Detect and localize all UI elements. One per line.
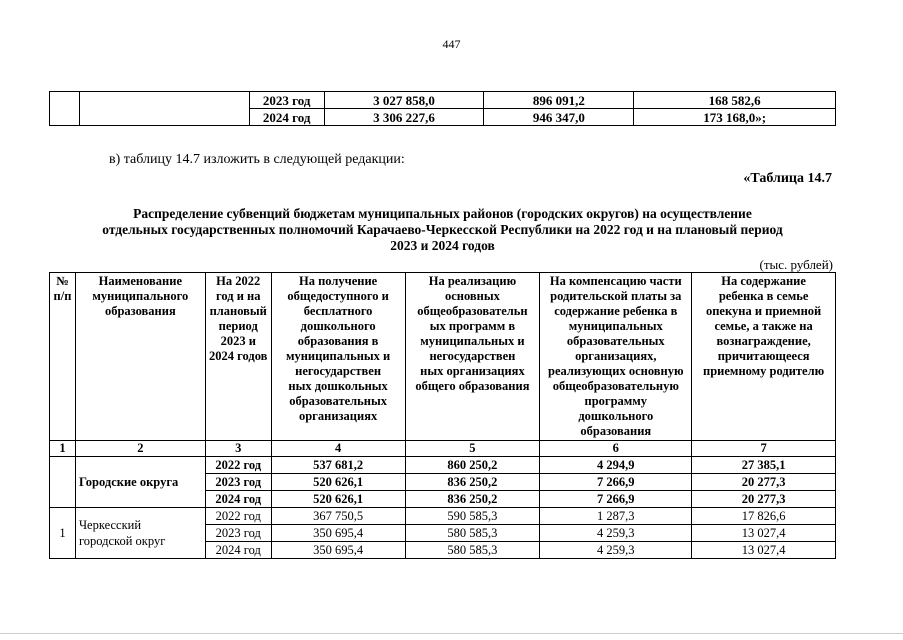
cell-text-line: программу <box>584 394 648 408</box>
cell-text-line: вознаграждение, <box>716 334 811 348</box>
value-cell: 520 626,1 <box>271 474 405 491</box>
cell-text-line: ребенка в семье <box>718 289 809 303</box>
row-number: 1 <box>50 508 76 559</box>
cell-text-line: 2023 и <box>220 334 256 348</box>
empty-cell <box>50 92 80 126</box>
table-row <box>50 92 836 109</box>
value-cell: 20 277,3 <box>692 491 836 508</box>
column-number-row <box>50 441 836 457</box>
cell-text-line: образования <box>104 304 176 318</box>
municipality-name <box>75 508 205 559</box>
header-row <box>50 273 836 441</box>
table-label: «Таблица 14.7 <box>743 171 832 186</box>
value-cell: 4 259,3 <box>540 542 692 559</box>
header-number <box>50 273 76 441</box>
cell-text-line: образования <box>580 424 652 438</box>
header-preschool <box>271 273 405 441</box>
cell-text-line: образования в <box>297 334 379 348</box>
year-cell: 2024 год <box>205 491 271 508</box>
cell-text-line: ых программ в <box>429 319 516 333</box>
column-number: 2 <box>75 441 205 457</box>
value-cell: 1 287,3 <box>540 508 692 525</box>
value-cell: 580 585,3 <box>405 542 540 559</box>
header-name <box>75 273 205 441</box>
value-cell: 13 027,4 <box>692 542 836 559</box>
value-cell: 7 266,9 <box>540 491 692 508</box>
column-number: 4 <box>271 441 405 457</box>
year-cell: 2022 год <box>205 508 271 525</box>
header-compensation <box>540 273 692 441</box>
cell-text-line: общего образования <box>415 379 530 393</box>
caption-line: Распределение субвенций бюджетам муниципальных районов (городских округов) на осуществление <box>133 206 752 221</box>
value-cell: 367 750,5 <box>271 508 405 525</box>
units-label: (тыс. рублей) <box>759 257 833 272</box>
year-cell: 2023 год <box>205 525 271 542</box>
municipality-name: Городские округа <box>75 457 205 508</box>
cell-text-line: плановый <box>209 304 267 318</box>
cell-text-line: муниципального <box>92 289 189 303</box>
cell-text-line: Наименование <box>98 274 183 288</box>
value-cell: 836 250,2 <box>405 491 540 508</box>
cell-text-line: опекуна и приемной <box>705 304 822 318</box>
cell-text-line: приемному родителю <box>703 364 825 378</box>
cell-text-line: образовательных <box>566 334 665 348</box>
cell-text-line: ных организациях <box>420 364 525 378</box>
cell-text-line: организациях, <box>575 349 657 363</box>
subvention-table <box>49 272 836 559</box>
cell-text-line: родительской платы за <box>550 289 682 303</box>
caption-line: 2023 и 2024 годов <box>390 238 495 253</box>
value-cell: 20 277,3 <box>692 474 836 491</box>
value-cell: 17 826,6 <box>692 508 836 525</box>
table-row <box>50 457 836 474</box>
column-number: 7 <box>692 441 836 457</box>
cell-text-line: семье, а также на <box>714 319 813 333</box>
cell-text-line: муниципальных <box>568 319 663 333</box>
column-number: 5 <box>405 441 540 457</box>
cell-text-line: п/п <box>53 289 72 303</box>
cell-text-line: Черкесский <box>78 518 142 532</box>
cell-text-line: основных <box>444 289 500 303</box>
column-number: 6 <box>540 441 692 457</box>
cell-text-line: общеобразовательн <box>417 304 528 318</box>
cell-text-line: содержание ребенка в <box>554 304 678 318</box>
page-edge-divider <box>0 633 903 634</box>
table-row <box>50 508 836 525</box>
header-foster-care <box>692 273 836 441</box>
row-number <box>50 457 76 508</box>
cell-text-line: период <box>218 319 258 333</box>
value-cell: 173 168,0»; <box>634 109 836 126</box>
cell-text-line: На реализацию <box>428 274 517 288</box>
cell-text-line: городской округ <box>78 534 166 548</box>
column-number: 3 <box>205 441 271 457</box>
value-cell: 350 695,4 <box>271 525 405 542</box>
cell-text-line: общедоступного и <box>287 289 389 303</box>
value-cell: 4 259,3 <box>540 525 692 542</box>
cell-text-line: негосударствен <box>429 349 516 363</box>
cell-text-line: общеобразовательную <box>552 379 679 393</box>
cell-text-line: На получение <box>299 274 378 288</box>
cell-text-line: На содержание <box>721 274 806 288</box>
value-cell: 860 250,2 <box>405 457 540 474</box>
cell-text-line: образовательных <box>289 394 387 408</box>
cell-text-line: год и на <box>215 289 261 303</box>
value-cell: 896 091,2 <box>484 92 634 109</box>
header-period <box>205 273 271 441</box>
column-number: 1 <box>50 441 76 457</box>
cell-text-line: причитающееся <box>717 349 810 363</box>
cell-text-line: организациях <box>298 409 378 423</box>
cell-text-line: бесплатного <box>303 304 373 318</box>
value-cell: 27 385,1 <box>692 457 836 474</box>
caption-line: отдельных государственных полномочий Карачаево-Черкесской Республики на 2022 год и на плановый период <box>102 222 783 237</box>
cell-text-line: реализующих основную <box>548 364 684 378</box>
empty-cell <box>79 92 249 126</box>
value-cell: 4 294,9 <box>540 457 692 474</box>
cell-text-line: муниципальных и <box>420 334 525 348</box>
value-cell: 168 582,6 <box>634 92 836 109</box>
value-cell: 946 347,0 <box>484 109 634 126</box>
continuation-table <box>49 91 836 126</box>
value-cell: 13 027,4 <box>692 525 836 542</box>
cell-text-line: На компенсацию части <box>549 274 682 288</box>
header-general-education <box>405 273 540 441</box>
cell-text-line: негосударствен <box>295 364 382 378</box>
year-cell: 2023 год <box>249 92 324 109</box>
year-cell: 2024 год <box>205 542 271 559</box>
value-cell: 3 027 858,0 <box>324 92 484 109</box>
cell-text-line: 2024 годов <box>209 349 268 363</box>
cell-text-line: дошкольного <box>578 409 654 423</box>
value-cell: 3 306 227,6 <box>324 109 484 126</box>
year-cell: 2023 год <box>205 474 271 491</box>
intro-text: в) таблицу 14.7 изложить в следующей редакции: <box>109 152 405 167</box>
cell-text-line: № <box>56 274 69 288</box>
value-cell: 350 695,4 <box>271 542 405 559</box>
value-cell: 7 266,9 <box>540 474 692 491</box>
cell-text-line: ных дошкольных <box>288 379 388 393</box>
value-cell: 590 585,3 <box>405 508 540 525</box>
cell-text-line: муниципальных и <box>285 349 391 363</box>
table-caption <box>49 206 836 254</box>
year-cell: 2022 год <box>205 457 271 474</box>
value-cell: 580 585,3 <box>405 525 540 542</box>
value-cell: 537 681,2 <box>271 457 405 474</box>
page-number: 447 <box>442 37 461 51</box>
value-cell: 836 250,2 <box>405 474 540 491</box>
cell-text-line: На 2022 <box>216 274 261 288</box>
value-cell: 520 626,1 <box>271 491 405 508</box>
cell-text-line: дошкольного <box>300 319 376 333</box>
year-cell: 2024 год <box>249 109 324 126</box>
